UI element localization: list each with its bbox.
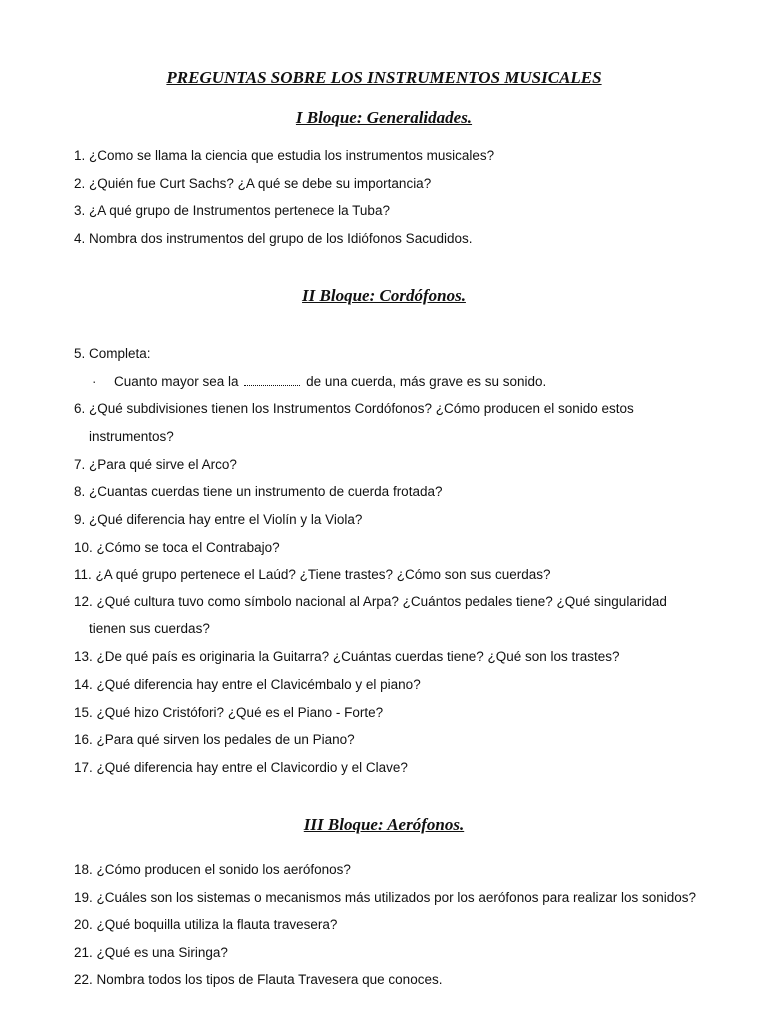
question-10: 10. ¿Cómo se toca el Contrabajo? (74, 540, 280, 555)
question-11: 11. ¿A qué grupo pertenece el Laúd? ¿Tiene trastes? ¿Cómo son sus cuerdas? (74, 567, 551, 582)
bullet-icon: · (92, 374, 97, 389)
question-19: 19. ¿Cuáles son los sistemas o mecanismos más utilizados por los aerófonos para realizar los sonidos? (74, 890, 697, 905)
fill-in-blank (244, 376, 300, 386)
question-2: 2. ¿Quién fue Curt Sachs? ¿A qué se debe su importancia? (74, 176, 432, 191)
question-16: 16. ¿Para qué sirven los pedales de un Piano? (74, 732, 355, 747)
question-18: 18. ¿Cómo producen el sonido los aerófonos? (74, 862, 351, 877)
question-14: 14. ¿Qué diferencia hay entre el Clavicémbalo y el piano? (74, 677, 421, 692)
question-6-continuation: instrumentos? (89, 429, 174, 444)
question-7: 7. ¿Para qué sirve el Arco? (74, 457, 237, 472)
section-heading-generalidades: I Bloque: Generalidades. (295, 108, 473, 127)
question-21: 21. ¿Qué es una Siringa? (74, 945, 228, 960)
question-13: 13. ¿De qué país es originaria la Guitarra? ¿Cuántas cuerdas tiene? ¿Qué son los trastes? (74, 649, 620, 664)
question-12-continuation: tienen sus cuerdas? (89, 621, 210, 636)
question-4: 4. Nombra dos instrumentos del grupo de los Idiófonos Sacudidos. (74, 231, 473, 246)
question-15: 15. ¿Qué hizo Cristófori? ¿Qué es el Piano - Forte? (74, 705, 384, 720)
question-1: 1. ¿Como se llama la ciencia que estudia los instrumentos musicales? (74, 148, 495, 163)
question-17: 17. ¿Qué diferencia hay entre el Clavicordio y el Clave? (74, 760, 408, 775)
bullet-item (92, 374, 546, 389)
question-8: 8. ¿Cuantas cuerdas tiene un instrumento de cuerda frotada? (74, 484, 443, 499)
question-5: 5. Completa: (74, 346, 151, 361)
section-heading-cordofonos: II Bloque: Cordófonos. (302, 286, 466, 305)
question-3: 3. ¿A qué grupo de Instrumentos pertenece la Tuba? (74, 203, 390, 218)
bullet-text-after: de una cuerda, más grave es su sonido. (306, 374, 547, 389)
bullet-text-before: Cuanto mayor sea la (114, 374, 239, 389)
question-20: 20. ¿Qué boquilla utiliza la flauta travesera? (74, 917, 338, 932)
question-12: 12. ¿Qué cultura tuvo como símbolo nacional al Arpa? ¿Cuántos pedales tiene? ¿Qué singularidad (74, 594, 667, 609)
question-22: 22. Nombra todos los tipos de Flauta Travesera que conoces. (74, 972, 443, 987)
section-heading-aerofonos: III Bloque: Aerófonos. (303, 815, 465, 834)
question-6: 6. ¿Qué subdivisiones tienen los Instrumentos Cordófonos? ¿Cómo producen el sonido estos (74, 401, 634, 416)
question-9: 9. ¿Qué diferencia hay entre el Violín y la Viola? (74, 512, 363, 527)
document-title: PREGUNTAS SOBRE LOS INSTRUMENTOS MUSICALES (166, 68, 602, 87)
